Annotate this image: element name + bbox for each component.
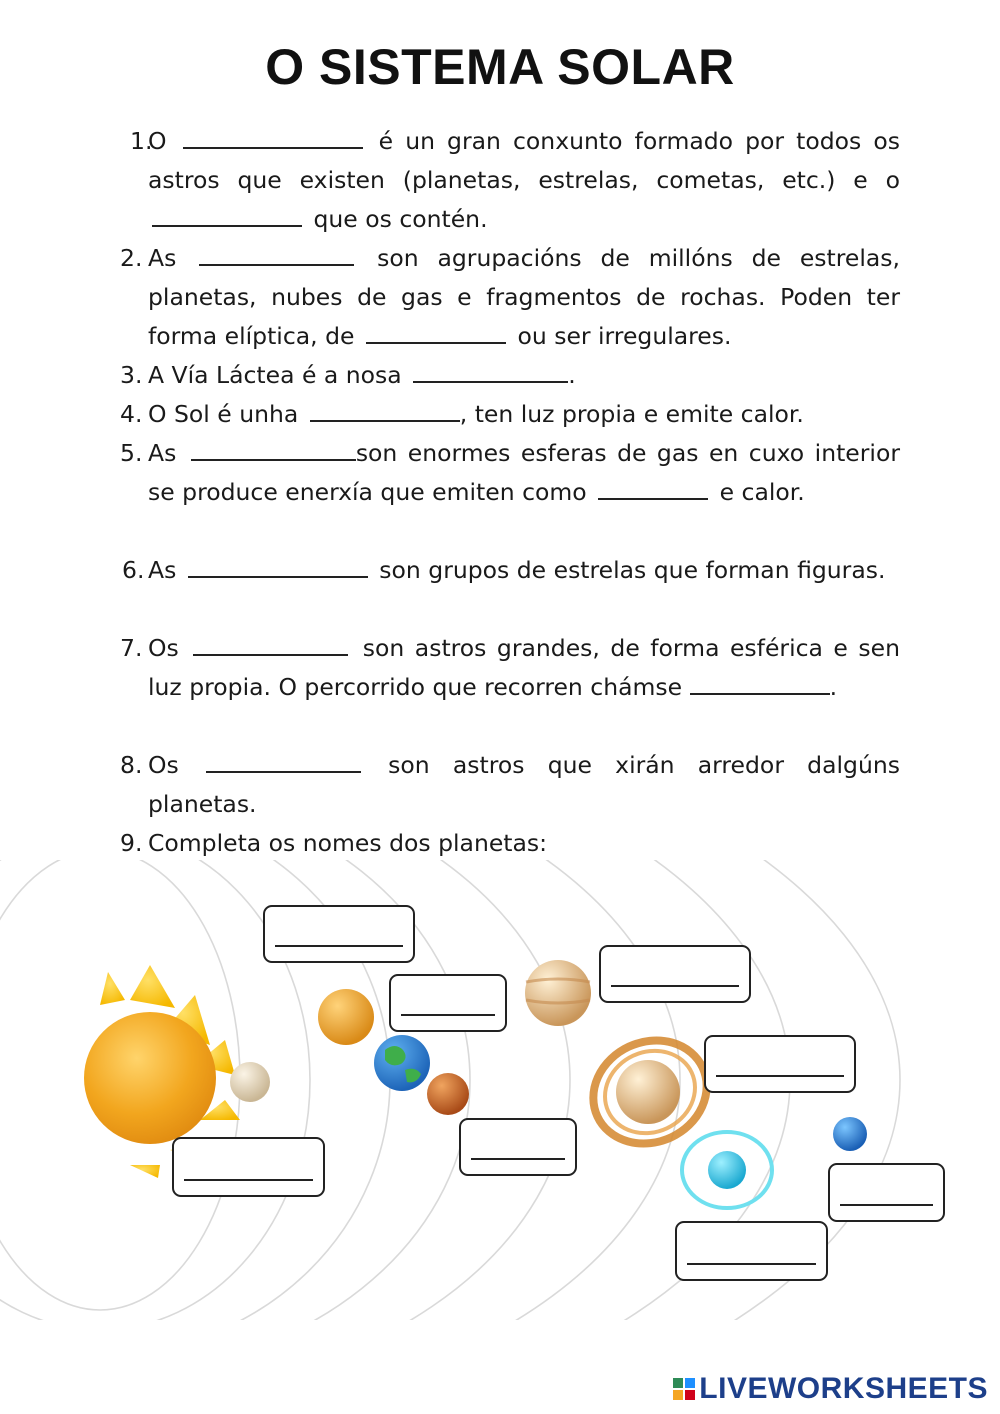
- question-number: 4.: [120, 400, 143, 428]
- answer-blank[interactable]: [191, 435, 356, 461]
- question-text: son agrupacións de millóns de estrelas, planetas, nubes de gas e fragmentos de rochas. Poden ter forma elíptica, de: [148, 244, 900, 350]
- question-number: 8.: [120, 751, 143, 779]
- answer-blank[interactable]: [366, 318, 506, 344]
- question-text: A Vía Láctea é a nosa: [148, 361, 402, 389]
- mars-icon: [427, 1073, 469, 1115]
- question-4: [120, 395, 900, 434]
- question-number: 2.: [120, 244, 143, 272]
- question-text: As: [148, 439, 177, 467]
- question-text: e calor.: [719, 478, 805, 506]
- question-text: son enormes esferas de gas en cuxo interior se produce enerxía que emiten como: [148, 439, 900, 506]
- question-3: [120, 356, 900, 395]
- question-number: 9.: [120, 829, 143, 857]
- question-text: Completa os nomes dos planetas:: [148, 829, 548, 857]
- question-text: ou ser irregulares.: [517, 322, 732, 350]
- question-6: [120, 551, 900, 590]
- planet-name-box[interactable]: [389, 974, 507, 1032]
- question-number: 6.: [122, 556, 145, 584]
- question-text: , ten luz propia e emite calor.: [459, 400, 804, 428]
- earth-icon: [374, 1035, 430, 1091]
- question-text: O: [148, 127, 167, 155]
- question-text: son astros que xirán arredor dalgúns planetas.: [148, 751, 900, 818]
- question-2: [120, 239, 900, 356]
- venus-icon: [318, 989, 374, 1045]
- neptune-icon: [833, 1117, 867, 1151]
- question-text: O Sol é unha: [148, 400, 299, 428]
- answer-blank[interactable]: [206, 747, 361, 773]
- question-5: [120, 434, 900, 512]
- question-text: Os: [148, 634, 179, 662]
- planet-name-box[interactable]: [704, 1035, 856, 1093]
- question-number: 7.: [120, 634, 143, 662]
- question-text: .: [829, 673, 838, 701]
- question-text: son astros grandes, de forma esférica e sen luz propia. O percorrido que recorren chámse: [148, 634, 900, 701]
- answer-blank[interactable]: [188, 552, 368, 578]
- question-text: As: [148, 244, 177, 272]
- question-8: [120, 746, 900, 824]
- planet-name-box[interactable]: [459, 1118, 577, 1176]
- footer-brand-text: LIVEWORKSHEETS: [699, 1372, 988, 1405]
- answer-blank[interactable]: [413, 357, 568, 383]
- question-number: 1.: [130, 127, 153, 155]
- page-title: O SISTEMA SOLAR: [265, 39, 735, 95]
- answer-blank[interactable]: [193, 630, 348, 656]
- answer-blank[interactable]: [183, 123, 363, 149]
- liveworksheets-icon: [673, 1378, 695, 1400]
- planet-name-box[interactable]: [828, 1163, 945, 1222]
- planet-name-box[interactable]: [675, 1221, 828, 1281]
- planet-name-box[interactable]: [263, 905, 415, 963]
- question-text: son grupos de estrelas que forman figuras.: [379, 556, 886, 584]
- question-number: 5.: [120, 439, 143, 467]
- question-number: 3.: [120, 361, 143, 389]
- uranus-icon: [682, 1132, 772, 1208]
- question-1: [120, 122, 900, 239]
- question-text: Os: [148, 751, 179, 779]
- question-text: As: [148, 556, 177, 584]
- question-9: [120, 824, 900, 863]
- answer-blank[interactable]: [598, 474, 708, 500]
- answer-blank[interactable]: [690, 669, 830, 695]
- question-text: é un gran conxunto formado por todos os astros que existen (planetas, estrelas, cometas, etc.) e o: [148, 127, 900, 194]
- answer-blank[interactable]: [310, 396, 460, 422]
- liveworksheets-logo: [673, 1372, 988, 1406]
- question-text: que os contén.: [313, 205, 488, 233]
- planet-name-box[interactable]: [172, 1137, 325, 1197]
- question-text: .: [568, 361, 576, 389]
- mercury-icon: [230, 1062, 270, 1102]
- jupiter-icon: [525, 960, 591, 1026]
- answer-blank[interactable]: [199, 240, 354, 266]
- planet-name-box[interactable]: [599, 945, 751, 1003]
- answer-blank[interactable]: [152, 201, 302, 227]
- question-7: [120, 629, 900, 707]
